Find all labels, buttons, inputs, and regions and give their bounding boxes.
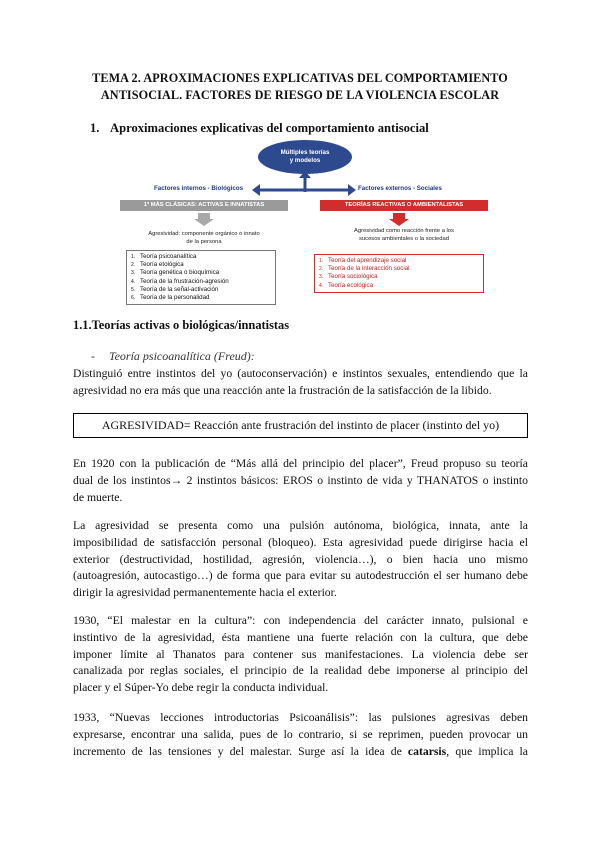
internal-factors-label: Factores internos - Biológicos [154,185,244,192]
paragraph-1 [73,366,528,400]
paragraph-line: dirigir la agresividad permanentemente hacia el exterior. [73,586,337,600]
section-1-1-heading: 1.1.Teorías activas o biológicas/innatistas [73,318,290,332]
list-item: 6. Teoría de la personalidad [131,294,210,302]
active-desc-line-2: de la persona [186,239,222,245]
section-1-heading [90,121,429,136]
paragraph-line: Distinguió entre instintos del yo (autoconservación) e instintos sexuales, entendiendo que la [73,367,528,380]
list-item: 4. Teoría ecológica [319,281,374,289]
paragraph-5 [73,710,528,760]
active-theories-list [126,250,276,305]
theories-diagram [110,138,490,308]
paragraph-2 [73,456,528,506]
list-item: 2. Teoría etológica [131,261,184,269]
active-theories-header: 1ª MÁS CLÁSICAS: ACTIVAS E INNATISTAS [120,200,288,211]
external-factors-label: Factores externos - Sociales [358,185,442,192]
list-item: 1. Teoría del aprendizaje social [319,257,407,264]
list-item: 5. Teoría de la señal-activación [131,285,219,293]
paragraph-line: agresividad no era más que una reacción ante la frustración de la satisfacción de la libido. [73,383,492,397]
reactive-desc-line-2: sucesos ambientales o la sociedad [359,236,449,242]
paragraph-line: incremento de las tensiones y del malestar. Surge así la idea de catarsis, que implica la [73,744,528,758]
paragraph-line: En 1920 con la publicación de “Más allá del principio del placer”, Freud propuso su teoría [73,457,528,470]
list-item: 2. Teoría de la interacción social [319,265,410,273]
section-1-number: 1. [90,121,100,135]
paragraph-line: imposibilidad de satisfacción personal (bloqueo). Esta agresividad puede dirigirse hacia el [73,535,528,549]
active-desc-line-1: Agresividad: componente orgánico o innato [148,231,260,237]
catarsis-term: catarsis [407,744,447,758]
document-title-line-2: ANTISOCIAL. FACTORES DE RIESGO DE LA VIOLENCIA ESCOLAR [100,88,500,102]
paragraph-line: canalizada por reglas sociales, el principio de la realidad debe imponerse al principio del [73,664,528,678]
paragraph-line: expresarse, encontrar una salida, pues de lo contrario, si se reprimen, pueden provocar un [73,727,528,741]
paragraph-line: de muerte. [73,490,123,504]
document-title-line-1: TEMA 2. APROXIMACIONES EXPLICATIVAS DEL COMPORTAMIENTO [92,71,508,85]
reactive-desc-line-1: Agresividad como reacción frente a los [354,228,454,234]
right-arrow-head [348,184,356,196]
paragraph-line: dual de los instintos→ 2 instintos básicos: EROS o instinto de vida y THANATOS o instinto [73,473,528,487]
paragraph-line: La agresividad se presenta como una pulsión autónoma, biológica, innata, ante la [73,519,528,532]
section-1-title: Aproximaciones explicativas del comportamiento antisocial [110,121,429,135]
list-item: 3. Teoría sociológica [319,273,378,281]
reactive-theories-header: TEORÍAS REACTIVAS O AMBIENTALISTAS [320,200,488,211]
aggression-definition-box: AGRESIVIDAD= Reacción ante frustración del instinto de placer (instinto del yo) [73,413,528,438]
center-bubble [258,140,352,174]
bullet-text: Teoría psicoanalítica (Freud): [109,349,255,363]
center-bubble-line-2: y modelos [289,157,321,164]
bullet-dash: - [91,349,95,363]
list-item: 1. Teoría psicoanalítica [131,253,197,260]
grey-down-arrow-icon [194,213,214,226]
red-down-arrow-icon [389,213,409,226]
active-theories-description [120,230,288,246]
list-item: 4. Teoría de la frustración-agresión [131,277,229,285]
bullet-psychoanalytic [91,349,255,364]
paragraph-3 [73,518,528,602]
list-item: 3. Teoría genética o bioquímica [131,269,220,277]
left-arrow-head [252,184,260,196]
paragraph-line: 1930, “El malestar en la cultura”: con independencia del carácter innato, pulsional e [73,614,528,627]
paragraph-line: (autoagresión, autocastigo…) de forma que para evitar su autodestrucción el ser humano debe [73,569,528,583]
paragraph-line: exterior (destructividad, hostilidad, agresión, violencia…), o bien hacia uno mismo [73,552,528,566]
paragraph-line: placer y el Súper-Yo debe regir la conducta individual. [73,681,329,695]
reactive-theories-list [314,254,484,293]
paragraph-4 [73,613,528,697]
reactive-theories-description [320,227,488,243]
paragraph-line: instintivo de la agresividad, ésta mantiene una fuerte relación con la cultura, que debe [73,630,528,644]
paragraph-line: imponer límite al Thanatos para contener sus manifestaciones. La violencia debe ser [73,647,528,661]
center-bubble-line-1: Múltiples teorías [280,149,330,156]
paragraph-line: 1933, “Nuevas lecciones introductorias Psicoanálisis”: las pulsiones agresivas deben [73,711,528,724]
